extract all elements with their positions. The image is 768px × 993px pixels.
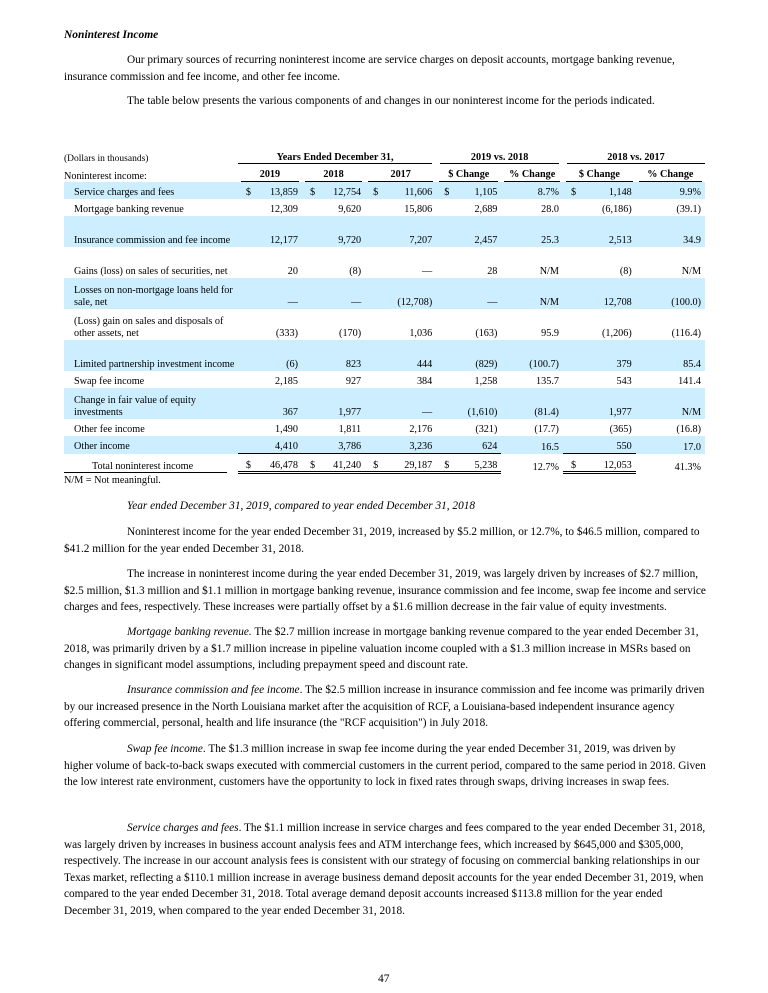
table-row [64, 216, 705, 247]
value-v2017: 15,806 [404, 204, 433, 215]
value-pct1: 95.9 [541, 328, 559, 339]
currency-cell [365, 388, 383, 419]
table-intro-paragraph: The table below presents the various components of and changes in our noninterest income for the periods indicated. [127, 95, 655, 107]
row-label: Gains (loss) on sales of securities, net [74, 265, 228, 277]
currency-cell [365, 419, 383, 436]
value-chg2: (6,186) [602, 204, 632, 215]
currency-cell [563, 340, 581, 371]
paragraph-drivers: The increase in noninterest income during the year ended December 31, 2019, was largely driven by increases of $2.7 million, $2.5 million, $1.3 million and $1.1 million in mortgage banking revenue, insurance commission and fee income, swap fee income and service charges and fees, respectively. These increases were partially offset by a $1.6 million decrease in the fair value of equity investments. [64, 568, 706, 614]
footnote: N/M = Not meaningful. [64, 475, 161, 486]
currency-cell [302, 419, 320, 436]
paragraph-swap-fee: Swap fee income. The $1.3 million increase in swap fee income during the year ended December 31, 2019, was driven by higher volume of back-to-back swaps executed with commercial customers in the current period, compared to the same period in 2018. Given the low interest rate environment, customers have the opportunity to lock in fixed rates through swaps, driving increases in swap fees. [64, 743, 706, 789]
paragraph-service-charges: Service charges and fees. The $1.1 million increase in service charges and fees compared to the year ended December 31, 2018, was largely driven by increases in business account analysis fees and ATM interchange fees, which increased by $645,000 and $305,000, respectively. The increase in our account analysis fees is consistent with our strategy of focusing on commercial banking relationships in our Texas market, reflecting a $110.1 million increase in average business demand deposit accounts for the year ended December 31, 2019, when compared to the year ended December 31, 2018. Total average demand deposit accounts increased $113.8 million for the year ended December 31, 2019, when compared to the year ended December 31, 2018. [64, 822, 706, 917]
total-label: Total noninterest income [92, 461, 194, 472]
value-pct2: 34.9 [636, 216, 705, 247]
value-pct2: 85.4 [636, 340, 705, 371]
units-label: (Dollars in thousands) [64, 153, 149, 164]
value-pct1: (100.7) [501, 340, 563, 371]
currency-cell [238, 309, 256, 340]
currency-cell [436, 340, 454, 371]
value-v2017: 1,036 [409, 328, 433, 339]
currency-cell [302, 371, 320, 388]
value-v2019: 367 [256, 388, 302, 419]
currency-cell [302, 340, 320, 371]
value-pct2: 9.9% [636, 182, 705, 199]
group-header-row [64, 146, 705, 164]
row-label: Change in fair value of equity investments [64, 388, 238, 419]
table-row [64, 436, 705, 454]
group-header-2018-vs-2017: 2018 vs. 2017 [563, 146, 705, 164]
row-label: Losses on non-mortgage loans held for sale, net [64, 278, 238, 309]
currency-cell [302, 388, 320, 419]
value-v2018: (8) [349, 266, 362, 277]
total-pct-2: 41.3% [674, 461, 701, 473]
value-pct1: 25.3 [501, 216, 563, 247]
col-header-pct-change-2: % Change [639, 169, 702, 182]
currency-cell [365, 199, 383, 216]
value-chg2: 550 [581, 436, 636, 454]
row-label: Other income [64, 436, 238, 454]
noninterest-income-table [64, 146, 705, 474]
col-header-dollar-change-2: $ Change [566, 169, 633, 182]
value-v2019: — [256, 278, 302, 309]
total-pct-1: 12.7% [532, 461, 559, 473]
value-chg1: (829) [454, 340, 501, 371]
col-header-2019: 2019 [241, 169, 299, 182]
col-header-2017: 2017 [368, 169, 433, 182]
value-v2019: 1,490 [275, 424, 298, 435]
group-header-2019-vs-2018: 2019 vs. 2018 [436, 146, 563, 164]
value-v2019: 13,859 [256, 182, 302, 199]
currency-cell [563, 388, 581, 419]
total-change-1: 5,238 [454, 454, 501, 473]
paragraph-mortgage-banking: Mortgage banking revenue. The $2.7 million increase in mortgage banking revenue compared to the year ended December 31, 2018, was primarily driven by a $1.7 million increase in pipeline valuation income coupled with a $1.3 million increase in MSRs based on changes in significant model assumptions, including prepayment speed and discount rate. [64, 626, 699, 672]
currency-cell [302, 309, 320, 340]
footnote-rule [64, 472, 227, 473]
value-chg2: 379 [581, 340, 636, 371]
value-v2017: — [383, 388, 436, 419]
row-label: Mortgage banking revenue [74, 203, 184, 215]
value-pct2: (39.1) [676, 204, 701, 215]
currency-cell [436, 247, 454, 278]
value-pct1: 16.5 [501, 436, 563, 454]
value-pct1: (17.7) [534, 424, 559, 435]
currency-cell [436, 436, 454, 454]
currency-cell [238, 340, 256, 371]
row-label: Service charges and fees [64, 182, 238, 199]
value-v2019: 4,410 [256, 436, 302, 454]
total-2017: 29,187 [383, 454, 436, 473]
value-chg1: (1,610) [454, 388, 501, 419]
table-row [64, 278, 705, 309]
currency-cell [238, 216, 256, 247]
value-chg1: 2,689 [474, 204, 498, 215]
value-v2018: 927 [345, 376, 362, 387]
value-pct2: 17.0 [636, 436, 705, 454]
table-row [64, 182, 705, 199]
table-row [64, 247, 705, 278]
value-chg2: (8) [619, 266, 632, 277]
currency-cell [563, 436, 581, 454]
row-header-label: Noninterest income: [64, 171, 147, 182]
currency-cell [436, 419, 454, 436]
value-v2018: 9,720 [320, 216, 365, 247]
currency-cell [238, 247, 256, 278]
value-chg1: — [454, 278, 501, 309]
currency-cell [365, 247, 383, 278]
value-v2018: 3,786 [320, 436, 365, 454]
currency-cell [563, 278, 581, 309]
currency-cell [436, 371, 454, 388]
section-title: Noninterest Income [64, 29, 159, 41]
intro-paragraph: Our primary sources of recurring noninterest income are service charges on deposit accounts, mortgage banking revenue, insurance commission and fee income, and other fee income. [64, 54, 675, 83]
value-pct2: 141.4 [678, 376, 701, 387]
value-chg2: 1,977 [581, 388, 636, 419]
table-row [64, 309, 705, 340]
paragraph-insurance: Insurance commission and fee income. The $2.5 million increase in insurance commission and fee income was primarily driven by our increased presence in the North Louisiana market after the acquisition of RCF, a Louisiana-based independent insurance agency offering commercial, personal, health and life insurance (the "RCF acquisition") in July 2018. [64, 684, 705, 730]
col-header-pct-change-1: % Change [504, 169, 560, 182]
value-v2019: 12,309 [269, 204, 298, 215]
value-v2017: — [422, 266, 433, 277]
value-v2018: (170) [339, 328, 362, 339]
currency-cell [302, 278, 320, 309]
value-v2019: (333) [275, 328, 298, 339]
value-chg2: 1,148 [581, 182, 636, 199]
value-pct2: N/M [636, 388, 705, 419]
currency-cell [302, 247, 320, 278]
value-chg1: (321) [475, 424, 498, 435]
total-2018: 41,240 [320, 454, 365, 473]
currency-cell: $ [436, 182, 454, 199]
currency-cell [238, 419, 256, 436]
currency-cell [365, 371, 383, 388]
value-v2018: — [320, 278, 365, 309]
value-v2018: 9,620 [338, 204, 362, 215]
currency-cell [563, 371, 581, 388]
currency-cell [365, 340, 383, 371]
currency-cell [563, 247, 581, 278]
value-v2017: (12,708) [383, 278, 436, 309]
table-row [64, 371, 705, 388]
value-chg2: 2,513 [581, 216, 636, 247]
currency-cell [563, 199, 581, 216]
value-pct1: 8.7% [501, 182, 563, 199]
row-label: (Loss) gain on sales and disposals of other assets, net [74, 316, 224, 339]
table-row [64, 340, 705, 371]
value-v2018: 823 [320, 340, 365, 371]
value-v2019: (6) [256, 340, 302, 371]
value-pct2: N/M [681, 266, 701, 277]
value-pct1: 135.7 [536, 376, 559, 387]
value-v2018: 1,811 [338, 424, 362, 435]
currency-cell [302, 436, 320, 454]
value-v2017: 3,236 [383, 436, 436, 454]
row-label: Swap fee income [74, 375, 145, 387]
value-chg1: 28 [487, 266, 498, 277]
value-pct1: N/M [501, 278, 563, 309]
value-pct1: 28.0 [541, 204, 559, 215]
column-header-row [64, 164, 705, 183]
page-number: 47 [378, 973, 390, 985]
value-chg2: 12,708 [581, 278, 636, 309]
currency-cell: $ [302, 182, 320, 199]
currency-cell [563, 419, 581, 436]
value-chg1: (163) [475, 328, 498, 339]
value-v2018: 12,754 [320, 182, 365, 199]
currency-cell [238, 388, 256, 419]
table-row [64, 199, 705, 216]
value-pct1: (81.4) [501, 388, 563, 419]
currency-cell [436, 199, 454, 216]
value-chg1: 1,258 [474, 376, 498, 387]
currency-cell [302, 199, 320, 216]
total-change-2: 12,053 [581, 454, 636, 473]
value-chg1: 1,105 [454, 182, 501, 199]
row-label: Insurance commission and fee income [64, 216, 238, 247]
value-v2017: 384 [416, 376, 433, 387]
value-chg2: (365) [609, 424, 632, 435]
value-pct2: (100.0) [636, 278, 705, 309]
table-row [64, 388, 705, 419]
currency-cell [436, 309, 454, 340]
currency-cell [563, 216, 581, 247]
currency-cell [238, 371, 256, 388]
value-chg1: 624 [454, 436, 501, 454]
currency-cell: $ [365, 182, 383, 199]
col-header-dollar-change-1: $ Change [439, 169, 498, 182]
value-v2017: 444 [383, 340, 436, 371]
total-2019: 46,478 [256, 454, 302, 473]
value-v2019: 20 [287, 266, 298, 277]
currency-cell [563, 309, 581, 340]
row-label: Other fee income [74, 423, 145, 435]
value-v2017: 11,606 [383, 182, 436, 199]
value-v2019: 2,185 [275, 376, 298, 387]
value-v2018: 1,977 [320, 388, 365, 419]
currency-cell [365, 436, 383, 454]
currency-cell [436, 216, 454, 247]
group-header-years: Years Ended December 31, [238, 146, 436, 164]
currency-cell [365, 309, 383, 340]
row-label: Limited partnership investment income [64, 340, 238, 371]
value-v2019: 12,177 [256, 216, 302, 247]
currency-cell [238, 278, 256, 309]
currency-cell: $ [563, 182, 581, 199]
value-chg1: 2,457 [454, 216, 501, 247]
currency-cell [365, 216, 383, 247]
value-pct2: (116.4) [671, 328, 701, 339]
value-pct1: N/M [539, 266, 559, 277]
value-v2017: 7,207 [383, 216, 436, 247]
value-pct2: (16.8) [676, 424, 701, 435]
currency-cell [238, 199, 256, 216]
currency-cell [302, 216, 320, 247]
paragraph-summary: Noninterest income for the year ended December 31, 2019, increased by $5.2 million, or 12.7%, to $46.5 million, compared to $41.2 million for the year ended December 31, 2018. [64, 526, 700, 555]
currency-cell: $ [238, 182, 256, 199]
value-chg2: 543 [616, 376, 632, 387]
table-row [64, 419, 705, 436]
value-chg2: (1,206) [602, 328, 632, 339]
currency-cell [436, 388, 454, 419]
table-body [64, 182, 705, 454]
currency-cell [436, 278, 454, 309]
col-header-2018: 2018 [305, 169, 362, 182]
value-v2017: 2,176 [409, 424, 433, 435]
currency-cell [365, 278, 383, 309]
comparison-subheading: Year ended December 31, 2019, compared to year ended December 31, 2018 [127, 500, 476, 512]
currency-cell [238, 436, 256, 454]
total-row: Total noninterest income $ 46,478 $ 41,240 $ 29,187 $ 5,238 12.7% $ 12,053 41.3% [64, 454, 705, 473]
